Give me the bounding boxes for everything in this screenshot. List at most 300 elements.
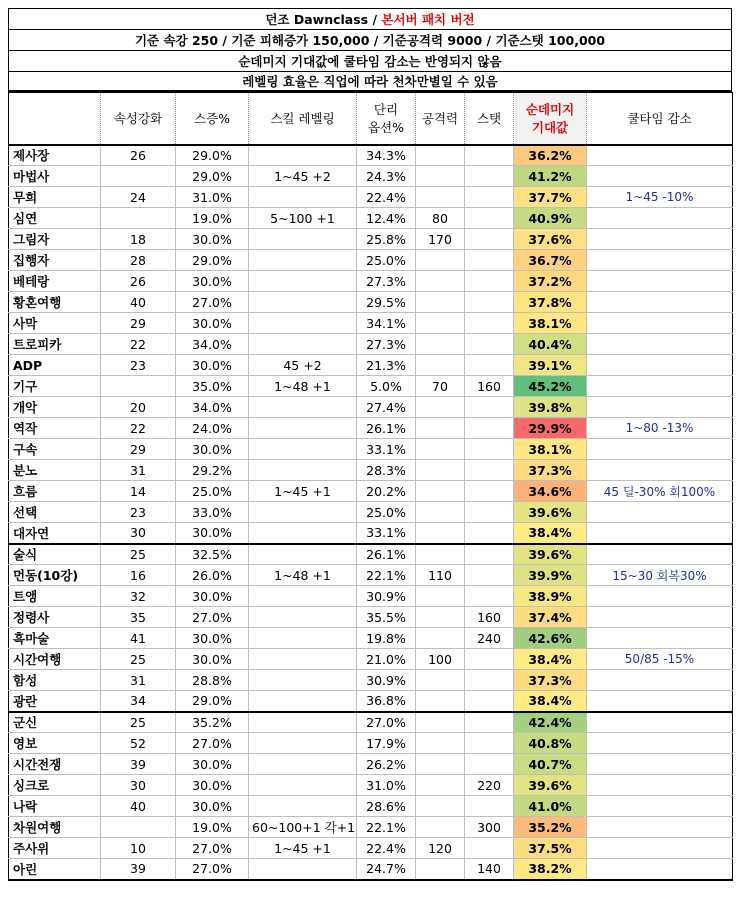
row-expected-damage: 36.2% xyxy=(514,145,587,166)
row-skill-leveling xyxy=(249,775,357,796)
row-stat xyxy=(465,313,514,334)
row-skill-dmg: 32.5% xyxy=(176,544,249,565)
row-name: 제사장 xyxy=(9,145,101,166)
row-stat xyxy=(465,187,514,208)
row-cooldown: 1~45 -10% xyxy=(587,187,733,208)
row-name: 선택 xyxy=(9,502,101,523)
row-element: 34 xyxy=(101,691,176,712)
row-element: 26 xyxy=(101,145,176,166)
row-stat xyxy=(465,229,514,250)
row-stat xyxy=(465,397,514,418)
table-row xyxy=(9,460,733,481)
row-element: 30 xyxy=(101,523,176,544)
row-name: 심연 xyxy=(9,208,101,229)
row-cooldown xyxy=(587,817,733,838)
row-stat xyxy=(465,166,514,187)
row-cooldown xyxy=(587,796,733,817)
row-stat: 160 xyxy=(465,376,514,397)
row-name: 마법사 xyxy=(9,166,101,187)
row-element: 26 xyxy=(101,271,176,292)
row-expected-damage: 39.6% xyxy=(514,544,587,565)
row-element: 52 xyxy=(101,733,176,754)
row-simple-option: 21.3% xyxy=(357,355,416,376)
row-attack xyxy=(416,313,465,334)
table-row xyxy=(9,691,733,712)
row-cooldown xyxy=(587,628,733,649)
row-skill-leveling xyxy=(249,271,357,292)
row-name: 정령사 xyxy=(9,607,101,628)
row-skill-leveling xyxy=(249,754,357,775)
row-expected-damage: 39.9% xyxy=(514,565,587,586)
table-row xyxy=(9,166,733,187)
row-element: 22 xyxy=(101,334,176,355)
row-name: 무희 xyxy=(9,187,101,208)
row-skill-leveling xyxy=(249,439,357,460)
col-header-simple-line1: 단리 xyxy=(373,102,399,118)
table-row xyxy=(9,586,733,607)
row-stat xyxy=(465,796,514,817)
row-skill-dmg: 34.0% xyxy=(176,334,249,355)
col-header-simple-line2: 옵션% xyxy=(367,120,405,136)
row-skill-dmg: 30.0% xyxy=(176,313,249,334)
row-skill-leveling xyxy=(249,859,357,880)
row-expected-damage: 40.8% xyxy=(514,733,587,754)
row-cooldown: 1~80 -13% xyxy=(587,418,733,439)
row-attack xyxy=(416,670,465,691)
table-row xyxy=(9,565,733,586)
col-header-simple-option xyxy=(357,93,416,145)
row-stat xyxy=(465,334,514,355)
row-expected-damage: 36.7% xyxy=(514,250,587,271)
table-row xyxy=(9,250,733,271)
row-name: 흐름 xyxy=(9,481,101,502)
row-skill-leveling xyxy=(249,250,357,271)
row-expected-damage: 45.2% xyxy=(514,376,587,397)
row-simple-option: 26.2% xyxy=(357,754,416,775)
row-expected-damage: 42.6% xyxy=(514,628,587,649)
table-row xyxy=(9,502,733,523)
table-row xyxy=(9,544,733,565)
row-expected-damage: 38.4% xyxy=(514,649,587,670)
row-expected-damage: 40.4% xyxy=(514,334,587,355)
col-header-name xyxy=(9,93,101,145)
row-expected-damage: 42.4% xyxy=(514,712,587,733)
row-attack xyxy=(416,334,465,355)
row-simple-option: 30.9% xyxy=(357,586,416,607)
row-expected-damage: 40.9% xyxy=(514,208,587,229)
row-simple-option: 28.3% xyxy=(357,460,416,481)
table-header-row xyxy=(9,93,733,145)
row-expected-damage: 38.1% xyxy=(514,313,587,334)
row-stat xyxy=(465,250,514,271)
row-skill-dmg: 34.0% xyxy=(176,397,249,418)
row-expected-damage: 34.6% xyxy=(514,481,587,502)
row-stat xyxy=(465,502,514,523)
row-skill-dmg: 30.0% xyxy=(176,271,249,292)
row-stat xyxy=(465,586,514,607)
cooldown-note: 순데미지 기대값에 쿨타임 감소는 반영되지 않음 xyxy=(8,50,732,71)
row-skill-dmg: 30.0% xyxy=(176,628,249,649)
row-name: 차원여행 xyxy=(9,817,101,838)
table-row xyxy=(9,376,733,397)
row-element xyxy=(101,817,176,838)
row-skill-dmg: 27.0% xyxy=(176,292,249,313)
row-attack: 70 xyxy=(416,376,465,397)
row-name: 기구 xyxy=(9,376,101,397)
row-attack: 100 xyxy=(416,649,465,670)
title-separator: / xyxy=(368,11,382,27)
row-expected-damage: 39.1% xyxy=(514,355,587,376)
row-simple-option: 21.0% xyxy=(357,649,416,670)
row-skill-dmg: 19.0% xyxy=(176,817,249,838)
row-element: 41 xyxy=(101,628,176,649)
col-header-attack: 공격력 xyxy=(416,93,465,145)
row-skill-dmg: 27.0% xyxy=(176,733,249,754)
row-skill-dmg: 29.0% xyxy=(176,145,249,166)
row-cooldown xyxy=(587,712,733,733)
row-expected-damage: 39.8% xyxy=(514,397,587,418)
row-name: 함성 xyxy=(9,670,101,691)
row-simple-option: 36.8% xyxy=(357,691,416,712)
table-row xyxy=(9,754,733,775)
row-attack xyxy=(416,439,465,460)
row-cooldown xyxy=(587,607,733,628)
row-attack xyxy=(416,271,465,292)
row-simple-option: 27.3% xyxy=(357,334,416,355)
row-expected-damage: 37.2% xyxy=(514,271,587,292)
row-stat xyxy=(465,439,514,460)
row-expected-damage: 37.7% xyxy=(514,187,587,208)
row-attack xyxy=(416,712,465,733)
row-element: 10 xyxy=(101,838,176,859)
row-expected-damage: 39.6% xyxy=(514,775,587,796)
row-skill-dmg: 27.0% xyxy=(176,859,249,880)
row-attack xyxy=(416,586,465,607)
row-expected-damage: 38.4% xyxy=(514,691,587,712)
row-element: 40 xyxy=(101,796,176,817)
row-element: 30 xyxy=(101,775,176,796)
row-expected-damage: 41.2% xyxy=(514,166,587,187)
row-stat xyxy=(465,712,514,733)
row-skill-leveling: 1~45 +1 xyxy=(249,838,357,859)
row-element: 29 xyxy=(101,439,176,460)
row-simple-option: 22.4% xyxy=(357,187,416,208)
table-row xyxy=(9,292,733,313)
col-header-dmg-line1: 순데미지 xyxy=(525,102,575,118)
row-skill-leveling: 45 +2 xyxy=(249,355,357,376)
row-cooldown xyxy=(587,733,733,754)
row-simple-option: 29.5% xyxy=(357,292,416,313)
table-row xyxy=(9,481,733,502)
row-cooldown: 15~30 회복30% xyxy=(587,565,733,586)
row-skill-dmg: 31.0% xyxy=(176,187,249,208)
row-skill-dmg: 26.0% xyxy=(176,565,249,586)
row-stat xyxy=(465,292,514,313)
row-skill-dmg: 19.0% xyxy=(176,208,249,229)
table-row xyxy=(9,187,733,208)
row-cooldown: 50/85 -15% xyxy=(587,649,733,670)
row-skill-dmg: 29.0% xyxy=(176,166,249,187)
row-attack xyxy=(416,754,465,775)
row-element: 24 xyxy=(101,187,176,208)
row-expected-damage: 38.4% xyxy=(514,523,587,544)
table-row xyxy=(9,796,733,817)
row-skill-dmg: 30.0% xyxy=(176,523,249,544)
row-skill-leveling xyxy=(249,544,357,565)
row-attack xyxy=(416,733,465,754)
row-skill-leveling xyxy=(249,523,357,544)
row-stat xyxy=(465,145,514,166)
row-skill-leveling: 5~100 +1 xyxy=(249,208,357,229)
row-attack xyxy=(416,502,465,523)
row-name: 분노 xyxy=(9,460,101,481)
row-expected-damage: 40.7% xyxy=(514,754,587,775)
row-simple-option: 31.0% xyxy=(357,775,416,796)
row-skill-dmg: 30.0% xyxy=(176,439,249,460)
table-body xyxy=(9,145,733,880)
row-attack xyxy=(416,796,465,817)
row-name: 시간여행 xyxy=(9,649,101,670)
damage-table xyxy=(8,92,733,881)
row-stat xyxy=(465,670,514,691)
row-stat xyxy=(465,544,514,565)
table-row xyxy=(9,523,733,544)
row-cooldown: 45 딜-30% 회100% xyxy=(587,481,733,502)
row-skill-leveling xyxy=(249,733,357,754)
row-attack xyxy=(416,418,465,439)
row-skill-leveling xyxy=(249,397,357,418)
row-expected-damage: 37.4% xyxy=(514,607,587,628)
row-element: 18 xyxy=(101,229,176,250)
row-skill-leveling xyxy=(249,649,357,670)
row-skill-dmg: 29.0% xyxy=(176,691,249,712)
row-cooldown xyxy=(587,334,733,355)
row-skill-leveling xyxy=(249,712,357,733)
row-name: 역작 xyxy=(9,418,101,439)
table-row xyxy=(9,334,733,355)
col-header-dmg-line2: 기대값 xyxy=(531,120,569,136)
row-cooldown xyxy=(587,670,733,691)
row-cooldown xyxy=(587,292,733,313)
row-skill-leveling xyxy=(249,313,357,334)
row-cooldown xyxy=(587,250,733,271)
row-simple-option: 30.9% xyxy=(357,670,416,691)
row-simple-option: 20.2% xyxy=(357,481,416,502)
row-skill-leveling: 1~45 +2 xyxy=(249,166,357,187)
row-expected-damage: 29.9% xyxy=(514,418,587,439)
row-cooldown xyxy=(587,859,733,880)
row-cooldown xyxy=(587,586,733,607)
row-skill-leveling xyxy=(249,586,357,607)
row-simple-option: 19.8% xyxy=(357,628,416,649)
baseline-info: 기준 속강 250 / 기준 피해증가 150,000 / 기준공격력 9000 / 기준스탯 100,000 xyxy=(8,29,732,50)
row-expected-damage: 38.9% xyxy=(514,586,587,607)
row-skill-leveling xyxy=(249,796,357,817)
row-name: 개악 xyxy=(9,397,101,418)
row-simple-option: 34.3% xyxy=(357,145,416,166)
title-patch-version: 본서버 패치 버전 xyxy=(381,12,475,27)
row-name: 아린 xyxy=(9,859,101,880)
row-skill-leveling: 60~100+1 각+1 xyxy=(249,817,357,838)
row-simple-option: 24.3% xyxy=(357,166,416,187)
row-expected-damage: 37.8% xyxy=(514,292,587,313)
row-stat: 140 xyxy=(465,859,514,880)
row-simple-option: 33.1% xyxy=(357,439,416,460)
row-attack xyxy=(416,397,465,418)
row-stat xyxy=(465,418,514,439)
row-name: 집행자 xyxy=(9,250,101,271)
row-cooldown xyxy=(587,208,733,229)
row-name: 먼동(10강) xyxy=(9,565,101,586)
row-name: 싱크로 xyxy=(9,775,101,796)
col-header-skill-leveling: 스킬 레벨링 xyxy=(249,93,357,145)
row-name: 구속 xyxy=(9,439,101,460)
table-row xyxy=(9,439,733,460)
row-name: 시간전쟁 xyxy=(9,754,101,775)
row-name: 트로피카 xyxy=(9,334,101,355)
row-skill-dmg: 30.0% xyxy=(176,586,249,607)
row-cooldown xyxy=(587,838,733,859)
row-element: 40 xyxy=(101,292,176,313)
row-element: 23 xyxy=(101,502,176,523)
row-cooldown xyxy=(587,460,733,481)
row-name: 광란 xyxy=(9,691,101,712)
row-name: 트앵 xyxy=(9,586,101,607)
row-cooldown xyxy=(587,271,733,292)
row-attack xyxy=(416,292,465,313)
row-element: 32 xyxy=(101,586,176,607)
row-skill-leveling: 1~45 +1 xyxy=(249,481,357,502)
col-header-skill-dmg: 스증% xyxy=(176,93,249,145)
row-skill-dmg: 30.0% xyxy=(176,775,249,796)
row-name: 대자연 xyxy=(9,523,101,544)
row-skill-dmg: 29.0% xyxy=(176,250,249,271)
row-element: 14 xyxy=(101,481,176,502)
row-attack xyxy=(416,355,465,376)
row-simple-option: 25.0% xyxy=(357,502,416,523)
table-row xyxy=(9,313,733,334)
table-row xyxy=(9,670,733,691)
row-element: 22 xyxy=(101,418,176,439)
row-simple-option: 12.4% xyxy=(357,208,416,229)
row-stat xyxy=(465,649,514,670)
row-expected-damage: 38.1% xyxy=(514,439,587,460)
row-element: 23 xyxy=(101,355,176,376)
leveling-note: 레벨링 효율은 직업에 따라 천차만별일 수 있음 xyxy=(8,71,732,92)
row-expected-damage: 37.5% xyxy=(514,838,587,859)
row-skill-dmg: 30.0% xyxy=(176,796,249,817)
row-name: 흑마술 xyxy=(9,628,101,649)
row-stat: 160 xyxy=(465,607,514,628)
row-stat xyxy=(465,565,514,586)
row-expected-damage: 37.6% xyxy=(514,229,587,250)
row-cooldown xyxy=(587,544,733,565)
row-element: 39 xyxy=(101,754,176,775)
row-attack: 80 xyxy=(416,208,465,229)
row-expected-damage: 39.6% xyxy=(514,502,587,523)
row-simple-option: 25.0% xyxy=(357,250,416,271)
row-skill-dmg: 30.0% xyxy=(176,229,249,250)
col-header-stat: 스탯 xyxy=(465,93,514,145)
row-skill-leveling xyxy=(249,292,357,313)
row-element xyxy=(101,208,176,229)
row-skill-dmg: 24.0% xyxy=(176,418,249,439)
col-header-element: 속성강화 xyxy=(101,93,176,145)
row-skill-dmg: 28.8% xyxy=(176,670,249,691)
row-cooldown xyxy=(587,502,733,523)
row-stat xyxy=(465,523,514,544)
row-skill-leveling xyxy=(249,145,357,166)
row-element: 25 xyxy=(101,649,176,670)
row-element xyxy=(101,376,176,397)
row-element: 39 xyxy=(101,859,176,880)
row-skill-leveling xyxy=(249,418,357,439)
row-stat xyxy=(465,271,514,292)
row-skill-leveling xyxy=(249,607,357,628)
row-skill-dmg: 30.0% xyxy=(176,754,249,775)
row-simple-option: 27.3% xyxy=(357,271,416,292)
row-name: 나락 xyxy=(9,796,101,817)
row-skill-dmg: 29.2% xyxy=(176,460,249,481)
table-row xyxy=(9,733,733,754)
row-skill-leveling: 1~48 +1 xyxy=(249,376,357,397)
row-attack xyxy=(416,775,465,796)
row-attack xyxy=(416,166,465,187)
row-expected-damage: 35.2% xyxy=(514,817,587,838)
table-row xyxy=(9,649,733,670)
row-simple-option: 22.4% xyxy=(357,838,416,859)
table-row xyxy=(9,271,733,292)
row-skill-leveling: 1~48 +1 xyxy=(249,565,357,586)
col-header-expected-damage xyxy=(514,93,587,145)
row-skill-dmg: 25.0% xyxy=(176,481,249,502)
row-simple-option: 26.1% xyxy=(357,544,416,565)
table-row xyxy=(9,859,733,880)
row-simple-option: 33.1% xyxy=(357,523,416,544)
row-element: 20 xyxy=(101,397,176,418)
table-row xyxy=(9,607,733,628)
row-simple-option: 27.4% xyxy=(357,397,416,418)
table-row xyxy=(9,712,733,733)
title-prefix: 던조 Dawnclass xyxy=(265,12,369,27)
row-skill-dmg: 30.0% xyxy=(176,355,249,376)
row-expected-damage: 38.2% xyxy=(514,859,587,880)
row-element xyxy=(101,166,176,187)
row-attack xyxy=(416,859,465,880)
row-name: 베테랑 xyxy=(9,271,101,292)
row-simple-option: 26.1% xyxy=(357,418,416,439)
row-cooldown xyxy=(587,166,733,187)
row-attack xyxy=(416,481,465,502)
row-name: 주사위 xyxy=(9,838,101,859)
row-attack xyxy=(416,187,465,208)
row-simple-option: 25.8% xyxy=(357,229,416,250)
row-name: 사막 xyxy=(9,313,101,334)
row-skill-leveling xyxy=(249,229,357,250)
row-cooldown xyxy=(587,775,733,796)
row-cooldown xyxy=(587,691,733,712)
row-cooldown xyxy=(587,523,733,544)
row-cooldown xyxy=(587,313,733,334)
row-attack xyxy=(416,250,465,271)
row-element: 31 xyxy=(101,460,176,481)
row-element: 31 xyxy=(101,670,176,691)
row-attack xyxy=(416,544,465,565)
row-attack: 110 xyxy=(416,565,465,586)
row-attack xyxy=(416,607,465,628)
table-row xyxy=(9,229,733,250)
row-stat xyxy=(465,733,514,754)
